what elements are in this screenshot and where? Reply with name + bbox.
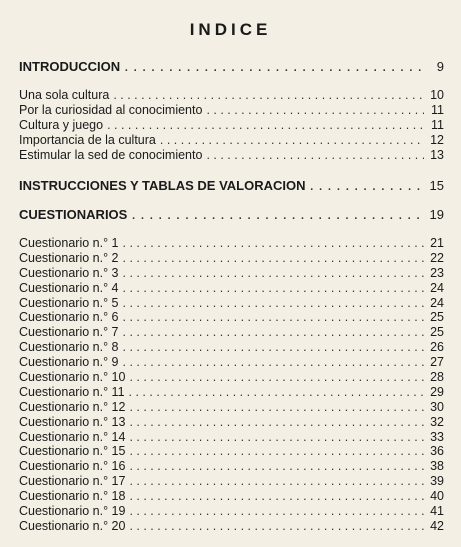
toc-entry-label: Cuestionario n.° 18 (19, 489, 126, 504)
toc-section-instrucciones (19, 177, 444, 195)
page-number: 15 (429, 178, 444, 193)
toc-entry[interactable] (19, 489, 444, 504)
toc-entry[interactable] (19, 88, 444, 103)
page-number: 29 (430, 384, 444, 399)
page-number: 41 (430, 504, 444, 519)
dot-leader (129, 504, 424, 519)
toc-entry[interactable] (19, 118, 444, 133)
toc-entry[interactable] (19, 400, 444, 415)
toc-entry-label: Cuestionario n.° 6 (19, 310, 119, 325)
page-number: 38 (430, 459, 444, 474)
toc-entry[interactable] (19, 281, 444, 296)
toc-entry[interactable] (19, 370, 444, 385)
dot-leader (160, 133, 424, 148)
toc-entry[interactable] (19, 266, 444, 281)
dot-leader (131, 206, 424, 224)
toc-entry-label: Una sola cultura (19, 88, 110, 102)
toc-entry[interactable] (19, 148, 444, 163)
toc-entry-label: Cuestionario n.° 9 (19, 355, 119, 370)
dot-leader (123, 236, 425, 251)
toc-heading-row[interactable] (19, 206, 444, 224)
toc-entry-label: Cuestionario n.° 17 (19, 474, 126, 489)
dot-leader (113, 88, 424, 103)
toc-entry[interactable] (19, 310, 444, 325)
page-number: 19 (429, 207, 444, 222)
toc-entry[interactable] (19, 519, 444, 534)
dot-leader (123, 281, 425, 296)
dot-leader (206, 103, 424, 118)
toc-entry-label: Cuestionario n.° 11 (19, 384, 125, 399)
page-number: 10 (430, 88, 444, 102)
dot-leader (123, 310, 425, 325)
dot-leader (123, 266, 425, 281)
page-number: 25 (430, 310, 444, 325)
toc-entry-label: Cuestionario n.° 16 (19, 459, 126, 474)
toc-list-cuestionarios (19, 236, 444, 534)
page-number: 12 (430, 133, 444, 147)
toc-entry[interactable] (19, 430, 444, 445)
dot-leader (310, 177, 424, 195)
toc-entry-label: Cultura y juego (19, 118, 104, 132)
dot-leader (123, 296, 425, 311)
page-number: 11 (431, 103, 444, 117)
dot-leader (129, 370, 424, 385)
toc-heading: INSTRUCCIONES Y TABLAS DE VALORACION (19, 178, 306, 193)
page-number: 28 (430, 370, 444, 385)
page-number: 42 (430, 518, 444, 533)
page-number: 33 (430, 429, 444, 444)
toc-entry[interactable] (19, 474, 444, 489)
toc-entry[interactable] (19, 236, 444, 251)
page-number: 13 (430, 148, 444, 162)
page-number: 25 (430, 325, 444, 340)
toc-entry-label: Cuestionario n.° 8 (19, 340, 119, 355)
toc-heading: INTRODUCCION (19, 59, 121, 74)
page-number: 26 (430, 340, 444, 355)
dot-leader (129, 400, 424, 415)
page-number: 21 (430, 236, 444, 250)
dot-leader (123, 251, 425, 266)
toc-entry[interactable] (19, 133, 444, 148)
toc-entry-label: Cuestionario n.° 5 (19, 295, 119, 310)
toc-entry-label: Cuestionario n.° 10 (19, 370, 126, 385)
dot-leader (129, 489, 424, 504)
page-number: 40 (430, 489, 444, 504)
toc-entry[interactable] (19, 296, 444, 311)
toc-entry[interactable] (19, 355, 444, 370)
page-number: 22 (430, 250, 444, 265)
page-number: 32 (430, 414, 444, 429)
dot-leader (129, 415, 424, 430)
toc-entry[interactable] (19, 385, 444, 400)
toc-entry-label: Cuestionario n.° 4 (19, 280, 119, 295)
toc-entry-label: Cuestionario n.° 20 (19, 518, 126, 533)
toc-heading-row[interactable] (19, 177, 444, 195)
page-number: 24 (430, 295, 444, 310)
toc-entry-label: Importancia de la cultura (19, 133, 156, 147)
toc-entry-label: Cuestionario n.° 14 (19, 429, 126, 444)
toc-entry[interactable] (19, 325, 444, 340)
dot-leader (129, 430, 424, 445)
dot-leader (129, 385, 424, 400)
toc-entry-label: Cuestionario n.° 1 (19, 236, 119, 250)
dot-leader (123, 355, 425, 370)
dot-leader (107, 118, 424, 133)
dot-leader (124, 58, 424, 76)
page-number: 27 (430, 355, 444, 370)
toc-entry-label: Estimular la sed de conocimiento (19, 148, 203, 162)
toc-entry-label: Cuestionario n.° 3 (19, 265, 119, 280)
page-title: INDICE (189, 20, 272, 39)
toc-entry[interactable] (19, 444, 444, 459)
page-number: 9 (436, 59, 444, 74)
toc-entry[interactable] (19, 251, 444, 266)
toc-entry-label: Cuestionario n.° 12 (19, 399, 126, 414)
toc-entry-label: Cuestionario n.° 7 (19, 325, 119, 340)
page-number: 30 (430, 399, 444, 414)
dot-leader (129, 474, 424, 489)
dot-leader (123, 325, 425, 340)
toc-heading-row[interactable] (19, 58, 444, 76)
toc-section-cuestionarios (19, 206, 444, 224)
toc-entry-label: Cuestionario n.° 2 (19, 250, 119, 265)
toc-entry-label: Cuestionario n.° 13 (19, 414, 126, 429)
page-number: 24 (430, 280, 444, 295)
page-number: 36 (430, 444, 444, 459)
toc-entry-label: Cuestionario n.° 15 (19, 444, 126, 459)
toc-entry[interactable] (19, 103, 444, 118)
dot-leader (206, 148, 424, 163)
dot-leader (123, 340, 425, 355)
toc-entry-label: Por la curiosidad al conocimiento (19, 103, 203, 117)
toc-heading: CUESTIONARIOS (19, 207, 128, 222)
toc-entry[interactable] (19, 415, 444, 430)
toc-list-introduccion (19, 88, 444, 163)
page-number: 23 (430, 265, 444, 280)
page-number: 11 (431, 118, 444, 132)
page-number: 39 (430, 474, 444, 489)
dot-leader (129, 519, 424, 534)
toc-section-introduccion (19, 58, 444, 76)
toc-entry[interactable] (19, 504, 444, 519)
toc-entry[interactable] (19, 340, 444, 355)
toc-entry[interactable] (19, 459, 444, 474)
dot-leader (129, 444, 424, 459)
dot-leader (129, 459, 424, 474)
toc-entry-label: Cuestionario n.° 19 (19, 504, 126, 519)
